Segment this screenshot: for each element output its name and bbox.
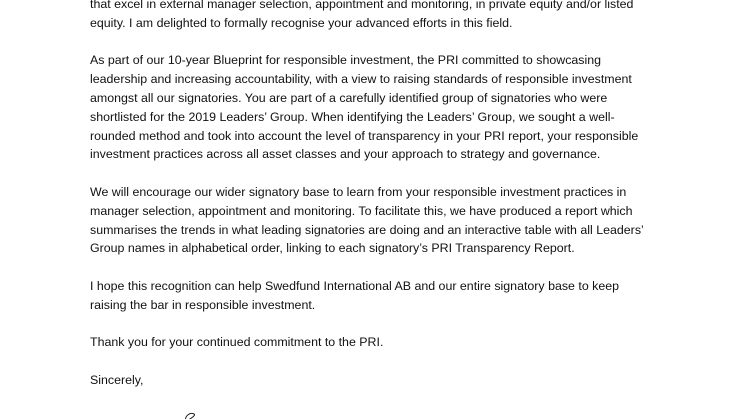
- letter-body: [90, 0, 660, 409]
- paragraph-blueprint: As part of our 10-year Blueprint for responsible investment, the PRI committed to showcasing leadership and increasing accountability, with a view to raising standards of responsible investment amongst all our signatories. You are part of a carefully identified group of signatories who were shortlisted for the 2019 Leaders’ Group. When identifying the Leaders’ Group, we sought a well- rounded method and took into account the level of transparency in your PRI report, your responsible investment practices across all asset classes and your approach to strategy and governance.: [90, 53, 639, 162]
- closing-salutation: Sincerely,: [90, 372, 144, 387]
- paragraph-thanks: Thank you for your continued commitment to the PRI.: [90, 335, 384, 350]
- paragraph-intro-continued: that excel in external manager selection, appointment and monitoring, in private equity and/or listed equity. I am delighted to formally recognise your advanced efforts in this field.: [90, 0, 634, 30]
- paragraph-encouragement: We will encourage our wider signatory base to learn from your responsible investment practices in manager selection, appointment and monitoring. To facilitate this, we have produced a report which summarises the trends in what leading signatories are doing and an interactive table with all Leaders’ Group names in alphabetical order, linking to each signatory’s PRI Transparency Report.: [90, 184, 644, 256]
- paragraph-recognition-hope: I hope this recognition can help Swedfund International AB and our entire signatory base to keep raising the bar in responsible investment.: [90, 278, 620, 312]
- signature-stroke: [176, 410, 216, 419]
